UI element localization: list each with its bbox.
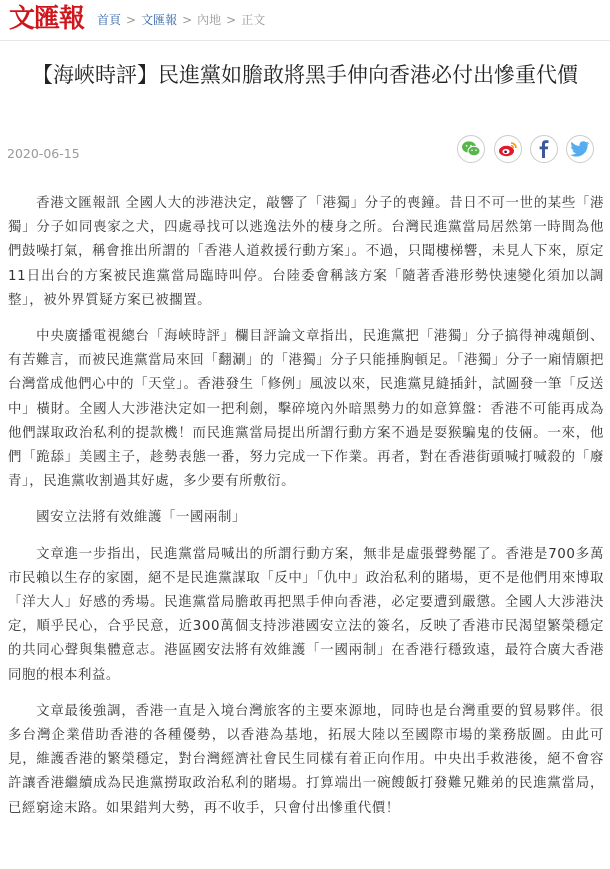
wechat-share-button[interactable]: [457, 135, 485, 163]
breadcrumb-current: 正文: [241, 13, 266, 27]
weibo-icon: [498, 140, 518, 158]
breadcrumb-mainland[interactable]: 內地: [197, 13, 222, 27]
top-bar: [0, 0, 610, 41]
article-title: 【海峽時評】民進黨如膽敢將黑手伸向香港必付出慘重代價: [32, 63, 578, 87]
breadcrumb: [97, 12, 265, 28]
article-body: [8, 192, 604, 833]
publish-date: 2020-06-15: [7, 146, 80, 161]
site-logo[interactable]: 文匯報: [9, 4, 85, 34]
wechat-icon: [461, 140, 481, 158]
breadcrumb-separator: >: [226, 13, 237, 27]
article-paragraph: 中央廣播電視總台「海峽時評」欄目評論文章指出，民進黨把「港獨」分子搞得神魂顛倒、有苦難言，而被民進黨當局來回「翻涮」的「港獨」分子只能捶胸頓足。「港獨」分子一廂情願把台灣當成他們心中的「天堂」。香港發生「修例」風波以來，民進黨見縫插針，試圖發一筆「反送中」橫財。全國人大涉港決定如一把利劍，擊碎境內外暗黑勢力的如意算盤：香港不可能再成為他們謀取政治私利的提款機！而民進黨當局提出所謂行動方案不過是耍猴騙鬼的伎倆。一來，他們「跪舔」美國主子，趁勢表態一番，努力完成一下作業。再者，對在香港街頭喊打喊殺的「廢青」，民進黨收割過其好處，多少要有所敷衍。: [8, 329, 604, 490]
breadcrumb-separator: >: [126, 13, 137, 27]
article-subheading: 國安立法將有效維護「一國兩制」: [36, 510, 246, 526]
article-paragraph: 文章最後強調，香港一直是入境台灣旅客的主要來源地，同時也是台灣重要的貿易夥伴。很多台灣企業借助香港的各種優勢，以香港為基地，拓展大陸以至國際市場的業務版圖。由此可見，維護香港的繁榮穩定，對台灣經濟社會民生同樣有着正向作用。中央出手救港後，絕不會容許讓香港繼續成為民進黨撈取政治私利的賭場。打算端出一碗餿飯打發難兄難弟的民進黨當局，已經窮途末路。如果錯判大勢，再不收手，只會付出慘重代價！: [8, 703, 604, 816]
facebook-share-button[interactable]: [530, 135, 558, 163]
twitter-icon: [570, 141, 590, 157]
weibo-share-button[interactable]: [494, 135, 522, 163]
breadcrumb-home[interactable]: 首頁: [97, 13, 122, 27]
article-paragraph: 香港文匯報訊 全國人大的涉港決定，敲響了「港獨」分子的喪鐘。昔日不可一世的某些「港獨」分子如同喪家之犬，四處尋找可以逃逸法外的棲身之所。台灣民進黨當局居然第一時間為他們鼓噪打氣，稱會推出所謂的「香港人道救援行動方案」。不過，只聞樓梯響，未見人下來，原定11日出台的方案被民進黨當局臨時叫停。台陸委會稱該方案「隨著香港形勢快速變化須加以調整」，被外界質疑方案已被擱置。: [8, 196, 604, 308]
twitter-share-button[interactable]: [566, 135, 594, 163]
facebook-icon: [538, 140, 550, 158]
breadcrumb-separator: >: [182, 13, 193, 27]
breadcrumb-wenweipo[interactable]: 文匯報: [141, 13, 178, 27]
article-paragraph: 文章進一步指出，民進黨當局喊出的所謂行動方案，無非是虛張聲勢罷了。香港是700多萬市民賴以生存的家園，絕不是民進黨謀取「反中」「仇中」政治私利的賭場，更不是他們用來博取「洋大人」好感的秀場。民進黨當局膽敢再把黑手伸向香港，必定要遭到嚴懲。全國人大涉港決定，順乎民心，合乎民意，近300萬個支持涉港國安立法的簽名，反映了香港市民渴望繁榮穩定的共同心聲與集體意志。港區國安法將有效維護「一國兩制」在香港行穩致遠，最符合廣大香港同胞的根本利益。: [8, 546, 604, 683]
